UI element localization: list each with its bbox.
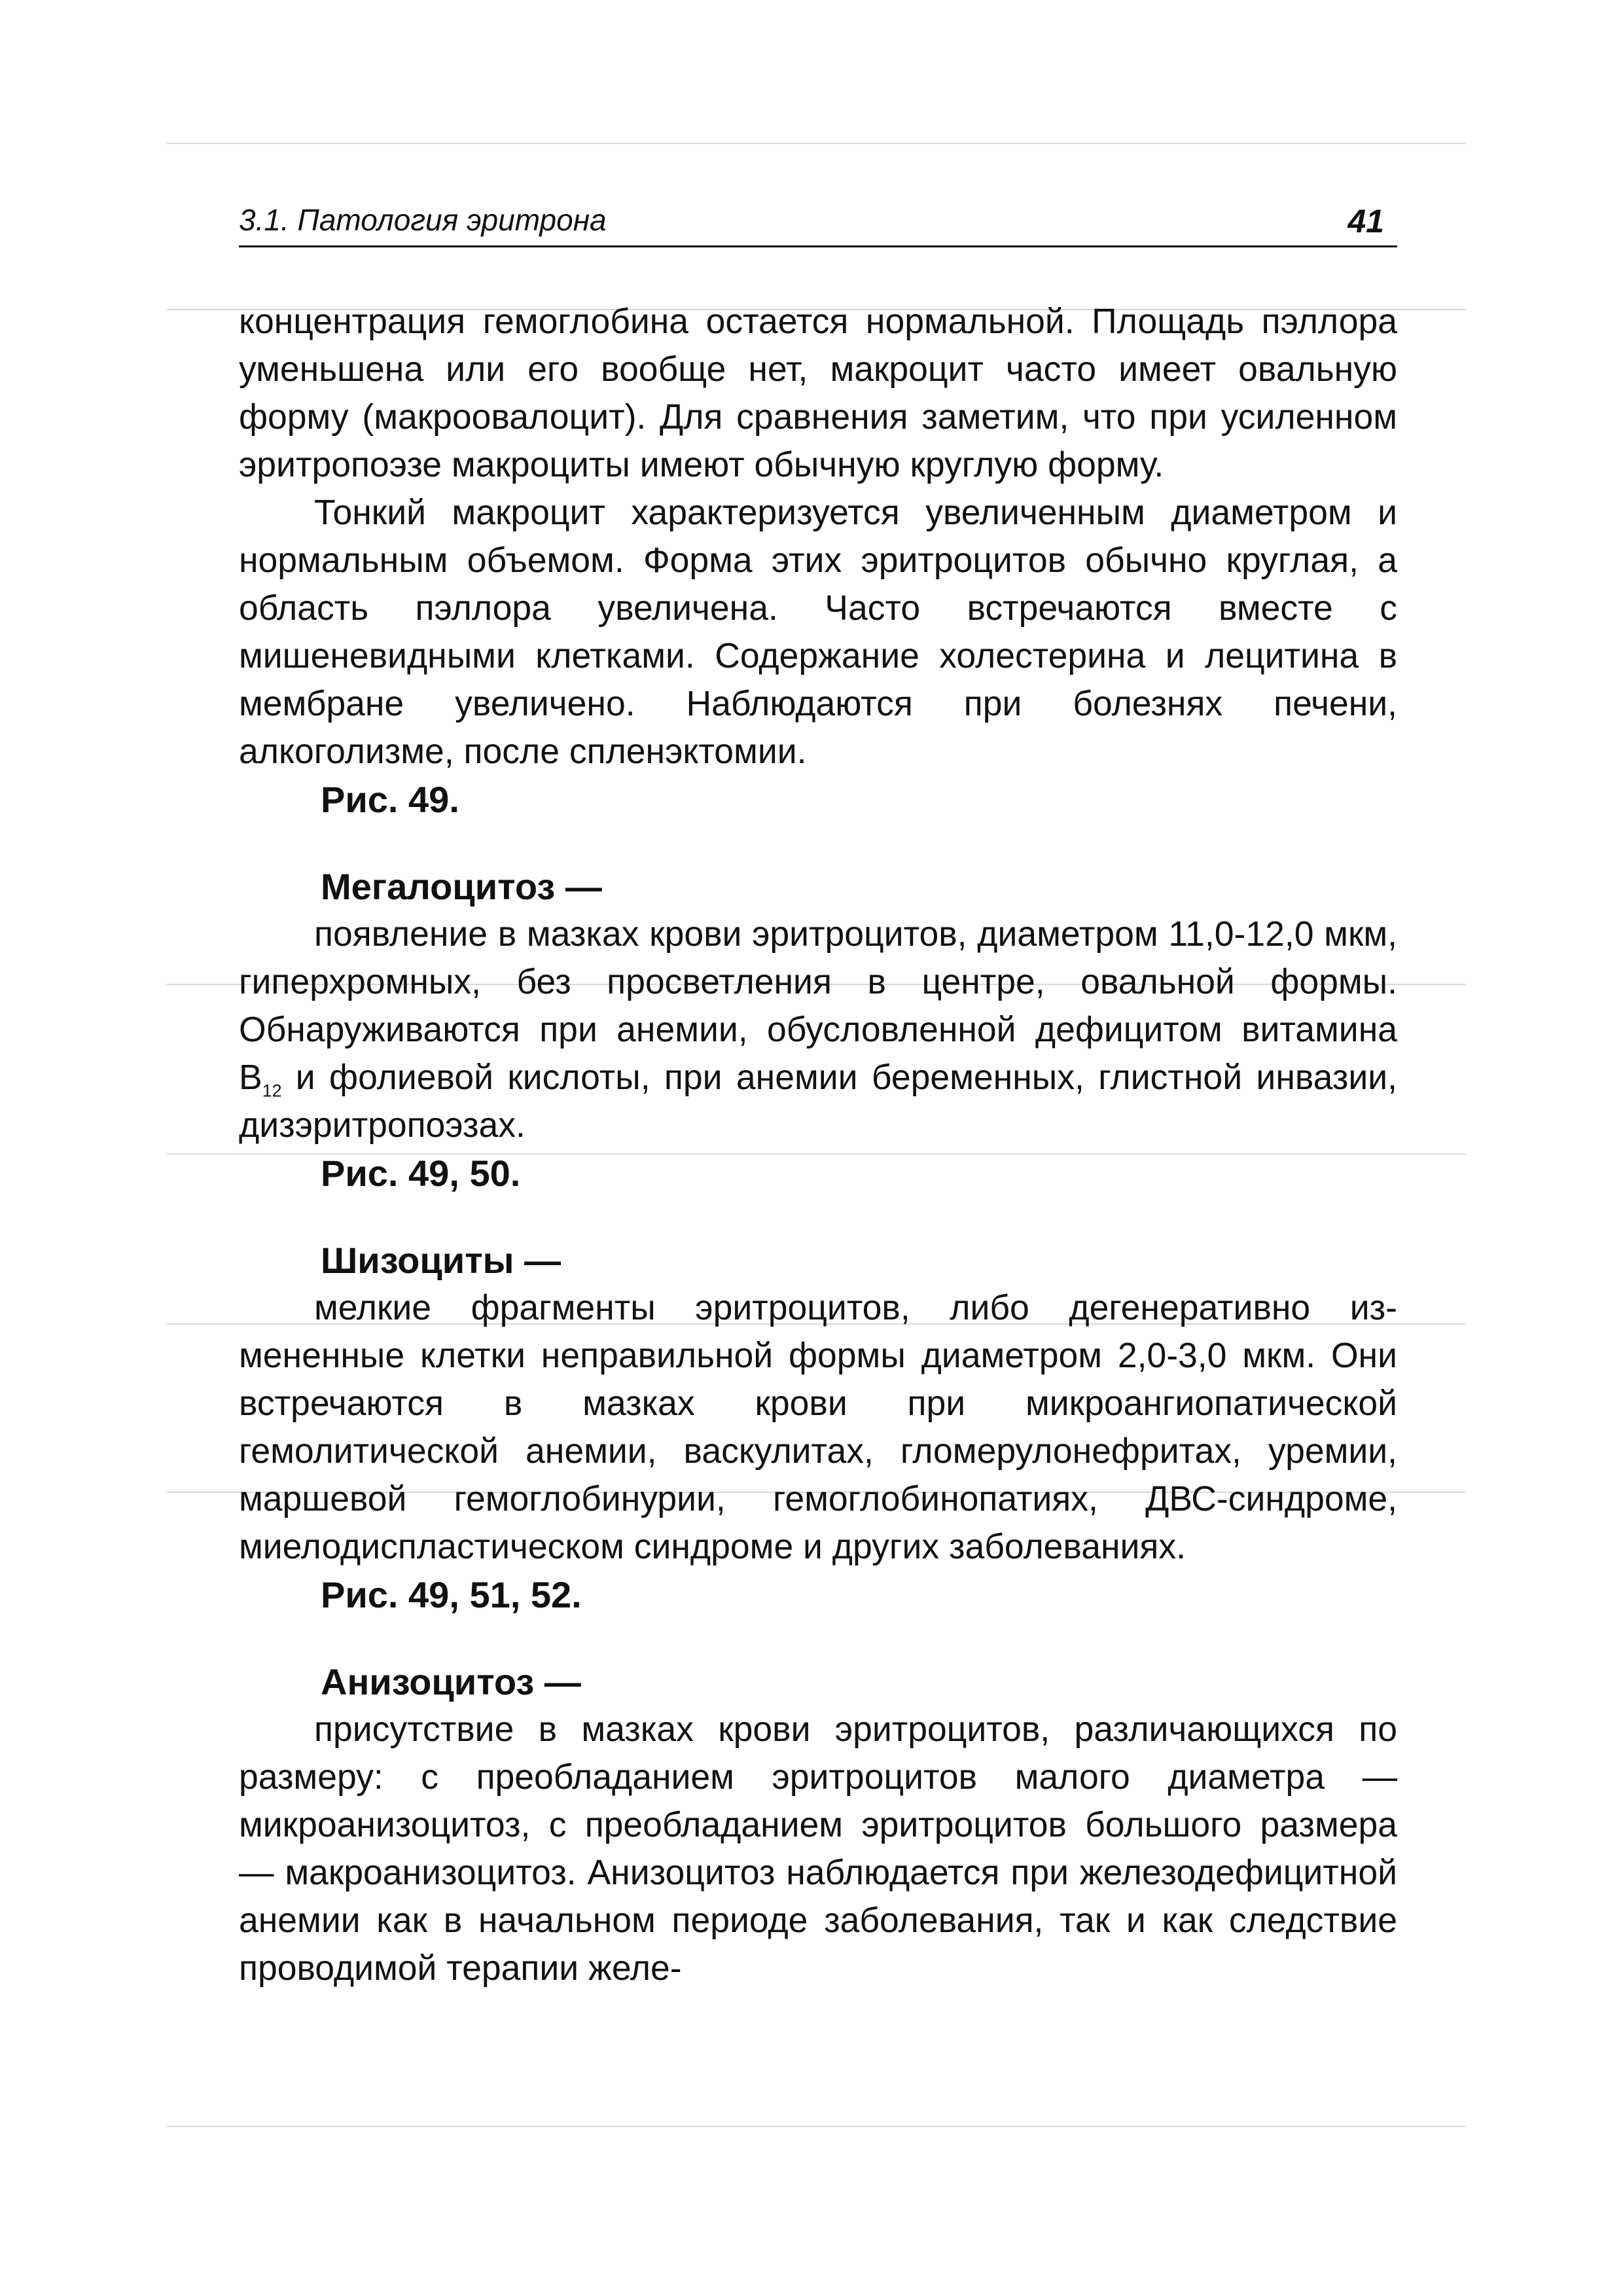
page-header xyxy=(239,183,1397,247)
definition-anisocytosis: присутствие в мазках крови эритроцитов, различающихся по размеру: с преобладанием эритроцитов малого диаметра — микроанизоцитоз, с преобладанием эритроцитов большого размера — макроанизоцитоз. Анизоцитоз наблюдается при железодефицитной анемии как в начальном периоде заболевания, так и как следствие проводимой терапии желе- xyxy=(239,1710,1397,1988)
figure-reference: Рис. 49. xyxy=(321,779,459,820)
definition-text: появление в мазках крови эритроцитов, диаметром 11,0-12,0 мкм, гиперхромных, без просветления в центре, овальной формы. Обнаруживаются при анемии, обусловленной дефицитом витамина B xyxy=(239,915,1397,1097)
body-text xyxy=(239,298,1397,1992)
page-number: 41 xyxy=(1347,203,1384,240)
scan-artifact-line xyxy=(167,143,1466,144)
term-megalocytosis: Мегалоцитоз — xyxy=(321,866,602,907)
scan-artifact-line xyxy=(167,2126,1466,2127)
term-schizocytes: Шизоциты — xyxy=(321,1240,562,1281)
figure-reference: Рис. 49, 50. xyxy=(321,1153,521,1194)
running-title: 3.1. Патология эритрона xyxy=(239,203,607,237)
vitamin-subscript: 12 xyxy=(262,1081,282,1101)
intro-paragraph-2: Тонкий макроцит характеризуется увеличенным диаметром и нормальным объемом. Форма этих эритроцитов обычно круглая, а область пэллора увеличена. Часто встречаются вместе с мишеневидными клетками. Содержание холестерина и лецитина в мембране увеличено. Наблюдаются при болезнях печени, алкоголизме, после спленэктомии. xyxy=(239,493,1397,771)
definition-megalocytosis xyxy=(239,910,1397,1149)
definition-text: и фолиевой кислоты, при анемии беременных, глистной инвазии, дизэритропоэзах. xyxy=(239,1058,1397,1145)
definition-schizocytes: мелкие фрагменты эритроцитов, либо дегенеративно измененные клетки неправильной формы диаметром 2,0-3,0 мкм. Они встречаются в мазках крови при микроангиопатической гемолитической анемии, васкулитах, гломерулонефритах, уремии, маршевой гемоглобинурии, гемоглобинопатиях, ДВС-синдроме, миелодиспластическом синдроме и других заболеваниях. xyxy=(239,1289,1397,1566)
figure-reference: Рис. 49, 51, 52. xyxy=(321,1574,582,1615)
intro-paragraph-1: концентрация гемоглобина остается нормальной. Площадь пэллора уменьшена или его вообще нет, макроцит часто имеет овальную форму (макроовалоцит). Для сравнения заметим, что при усиленном эритропоэзе макроциты имеют обычную круглую форму. xyxy=(239,302,1397,484)
term-anisocytosis: Анизоцитоз — xyxy=(321,1661,581,1702)
